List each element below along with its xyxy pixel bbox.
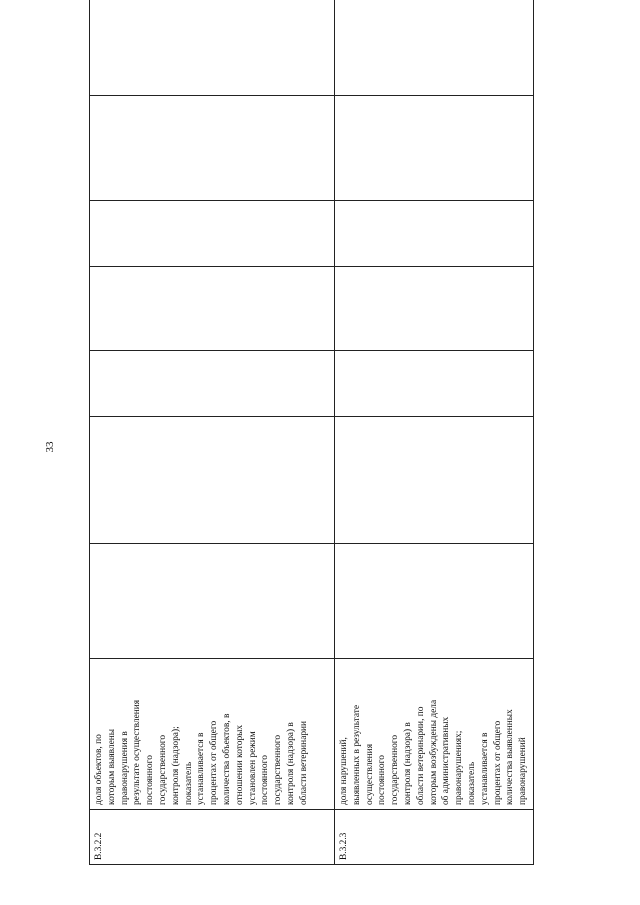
empty-cell	[335, 96, 534, 201]
row-code-cell	[90, 810, 335, 865]
empty-cell	[335, 351, 534, 417]
empty-cell	[90, 267, 335, 351]
empty-cell	[90, 201, 335, 267]
row-description: доля объектов, по которым выявлены правонарушения в результате осуществления постоянного государственного контроля (надзора); показатель устанавливается в процентах от общего количества объектов, в отношении которых установлен режим постоянного государственного контроля (надзора) в области ветеринарии	[94, 699, 309, 805]
empty-cell	[90, 351, 335, 417]
row-code-cell	[335, 810, 534, 865]
rotated-table-container	[89, 71, 529, 865]
table-row	[90, 0, 335, 865]
indicators-table	[89, 0, 534, 865]
row-description-cell	[335, 659, 534, 810]
empty-cell	[90, 0, 335, 96]
empty-cell	[335, 267, 534, 351]
row-code: В.3.2.2	[94, 832, 104, 860]
empty-cell	[335, 417, 534, 544]
row-code: В.3.2.3	[339, 832, 349, 860]
row-description-cell	[90, 659, 335, 810]
empty-cell	[335, 544, 534, 659]
empty-cell	[90, 96, 335, 201]
empty-cell	[335, 201, 534, 267]
table-row	[335, 0, 534, 865]
row-description: доля нарушений, выявленных в результате осуществления постоянного государственного контроля (надзора) в области ветеринарии, по которым возбуждены дела об административных правонарушениях; показатель устанавливается в процентах от общего количества выявленных правонарушений	[339, 699, 529, 805]
empty-cell	[335, 0, 534, 96]
empty-cell	[90, 417, 335, 544]
empty-cell	[90, 544, 335, 659]
page-number: 33	[44, 441, 56, 453]
